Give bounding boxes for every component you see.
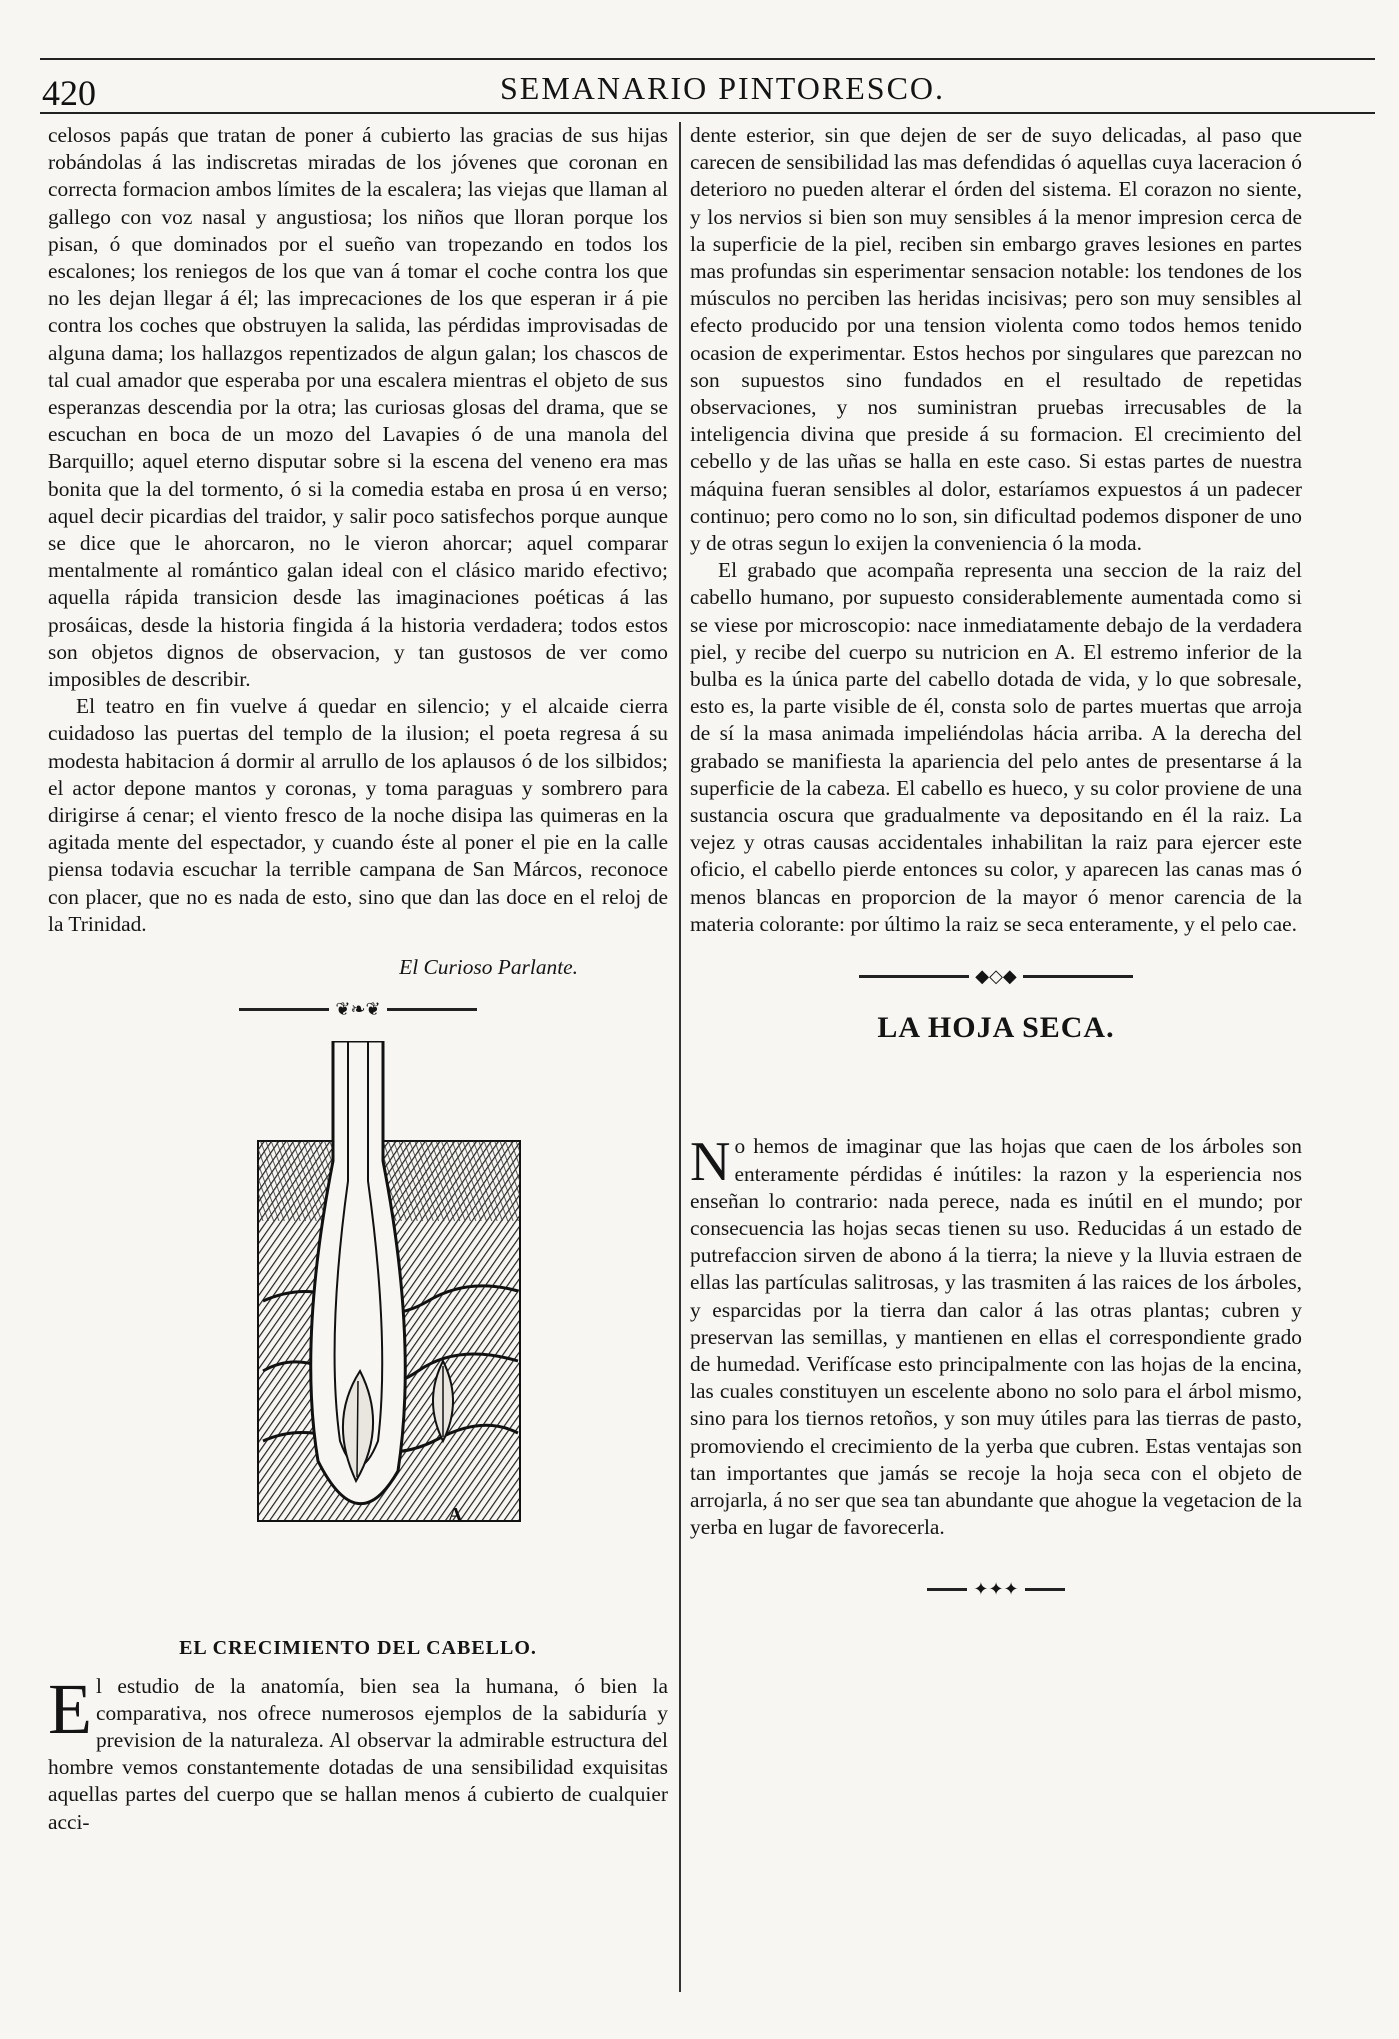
ornament-bar	[859, 975, 969, 978]
ornament-bar	[239, 1008, 329, 1011]
dropcap-n: N	[690, 1131, 731, 1194]
ornament-divider	[690, 964, 1302, 988]
ornament-bar	[387, 1008, 477, 1011]
column-divider	[679, 122, 681, 1992]
author-signature: El Curioso Parlante.	[399, 955, 578, 980]
anatomy-article-start	[48, 1668, 668, 1836]
figure-caption: EL CRECIMIENTO DEL CABELLO.	[179, 1637, 537, 1660]
dry-leaf-paragraph	[690, 1133, 1302, 1541]
ornament-divider	[48, 997, 668, 1021]
hair-root-illustration	[48, 1041, 668, 1611]
ornament-bar	[927, 1588, 967, 1591]
ornament-rosette-icon: ✦✦✦	[973, 1579, 1019, 1600]
header-rule	[40, 112, 1375, 114]
ornament-diamond-icon: ◆◇◆	[975, 966, 1017, 987]
engraving-description-paragraph: El grabado que acompaña representa una seccion de la raiz del cabello humano, por supuesto considerablemente aumentada como si se viese por microscopio: nace inmediatamente debajo de la verdadera piel, y recibe del cuerpo su nutricion en A. El estremo inferior de la bulba es la única parte del cabello dotada de vida, y lo que sobresale, esto es, la parte visible de él, consta solo de partes muertas que arroja de sí la masa animada impeliéndolas hácia arriba. A la derecha del grabado se manifiesta la apariencia del pelo antes de presentarse á la superficie de la cabeza. El cabello es hueco, y su color proviene de una sustancia oscura que gradualmente va depositando en él la raiz. La vejez y otras causas accidentales inhabilitan la raiz para ejercer este oficio, el cabello pierde entonces su color, y aparecen las canas mas ó menos blancas en proporcion de la mayor ó menor carencia de la materia colorante: por último la raiz se seca enteramente, y el pelo cae.	[690, 558, 1302, 936]
ornament-knot-icon: ❦❧❦	[335, 999, 381, 1020]
ornament-bar	[1025, 1588, 1065, 1591]
journal-title: SEMANARIO PINTORESCO.	[500, 70, 946, 106]
anatomy-paragraph-continued: dente esterior, sin que dejen de ser de suyo delicadas, al paso que carecen de sensibilidad las mas defendidas ó aquellas cuya laceracion ó deterioro no pueden alterar el órden del sistema. El corazon no siente, y los nervios si bien son muy sensibles á la menor impresion cerca de la superficie de la piel, reciben sin embargo graves lesiones en partes mas profundas sin esperimentar sensacion notable: los tendones de los músculos no perciben las heridas incisivas; pero son muy sensibles al efecto producido por una tension violenta como todos hemos tenido ocasion de experimentar. Estos hechos por singulares que parezcan no son supuestos sino fundados en el resultado de repetidas observaciones, y nos suministran pruebas irrecusables de la inteligencia divina que preside á su formacion. El crecimiento del cebello y de las uñas se halla en este caso. Si estas partes de nuestra máquina fueran sensibles al dolor, estaríamos expuestos á un padecer continuo; pero como no lo son, sin dificultad podemos disponer de uno y de otras segun lo exijen la conveniencia ó la moda.	[690, 123, 1302, 556]
right-column	[690, 122, 1302, 1615]
figure-label: A	[448, 1504, 463, 1527]
dropcap-e: E	[48, 1668, 92, 1749]
left-column	[48, 122, 668, 1836]
ornament-end	[690, 1577, 1302, 1601]
dry-leaf-text: o hemos de imaginar que las hojas que caen de los árboles son enteramente pérdidas é inútiles: la razon y la esperiencia nos enseñan lo contrario: nada perece, nada es inútil en el mundo; por consecuencia las hojas secas tienen su uso. Reducidas á un estado de putrefaccion sirven de abono á la tierra; la nieve y la lluvia estraen de ellas las partículas salitrosas, y las trasmiten á las raices de los árboles, y esparcidas por la tierra dan calor á las otras plantas; cubren y preservan las semillas, y mantienen en ellas el correspondiente grado de humedad. Verifícase esto principalmente con las hojas de la encina, las cuales constituyen un escelente abono no solo para el árbol mismo, sino para los tiernos retoños, y son muy útiles para las tierras de pasto, promoviendo el crecimiento de la yerba que cubren. Estas ventajas son tan importantes que jamás se recoje la hoja seca con el objeto de arrojarla, á no ser que sea tan abundante que ahogue la vegetacion de la yerba en lugar de favorecerla.	[690, 1134, 1302, 1540]
page-number: 420	[42, 73, 96, 113]
top-rule	[40, 58, 1375, 60]
section-title: LA HOJA SECA.	[877, 1011, 1115, 1045]
ornament-bar	[1023, 975, 1133, 978]
anatomy-article-text: l estudio de la anatomía, bien sea la humana, ó bien la comparativa, nos ofrece numerosos ejemplos de la sabiduría y prevision de la naturaleza. Al observar la admirable estructura del hombre vemos constantemente dotadas de una sensibilidad exquisitas aquellas partes del cuerpo que se hallan menos á cubierto de cualquier acci-	[48, 1673, 668, 1834]
theatre-paragraph-1: celosos papás que tratan de poner á cubierto las gracias de sus hijas robándolas á las indiscretas miradas de los jóvenes que coronan en correcta formacion ambos límites de la escalera; las viejas que llaman al gallego con voz nasal y angustiosa; los niños que lloran porque los pisan, ó que dominados por el sueño van tropezando en todos los escalones; los reniegos de los que van á tomar el coche contra los que no les dejan llegar á él; las imprecaciones de los que esperan ir á pie contra los coches que obstruyen la salida, las pérdidas improvisadas de alguna dama; los hallazgos repentizados de algun galan; los chascos de tal cual amador que esperaba por una escalera mientras el objeto de sus esperanzas descendia por la otra; las curiosas glosas del drama, que se escuchan en boca de un mozo del Lavapies ó de una manola del Barquillo; aquel eterno disputar sobre si la escena del veneno era mas bonita que la del tormento, ó si la comedia estaba en prosa ú en verso; aquel decir picardias del traidor, y salir poco satisfechos porque aunque se dice que le ahorcaron, no le vieron ahorcar; aquel comparar mentalmente al romántico galan ideal con el clásico marido efectivo; aquella rápida transicion desde las imaginaciones poéticas á las prosáicas, desde la historia fingida á la historia verdadera; todos estos son objetos dignos de observacion, y tan gustosos de ver como imposibles de describir.	[48, 123, 668, 692]
theatre-paragraph-2: El teatro en fin vuelve á quedar en silencio; y el alcaide cierra cuidadoso las puertas del templo de la ilusion; el poeta regresa á su modesta habitacion á dormir al arrullo de los aplausos ó de los silbidos; el actor depone mantos y coronas, y toma paraguas y sombrero para dirigirse á cenar; el viento fresco de la noche disipa las quimeras en la agitada mente del espectador, y cuando éste al poner el pie en la calle piensa todavia escuchar la terrible campana de San Márcos, reconoce con placer, que no es nada de esto, sino que dan las doce en el reloj de la Trinidad.	[48, 694, 668, 936]
hair-root-engraving	[48, 1041, 668, 1611]
